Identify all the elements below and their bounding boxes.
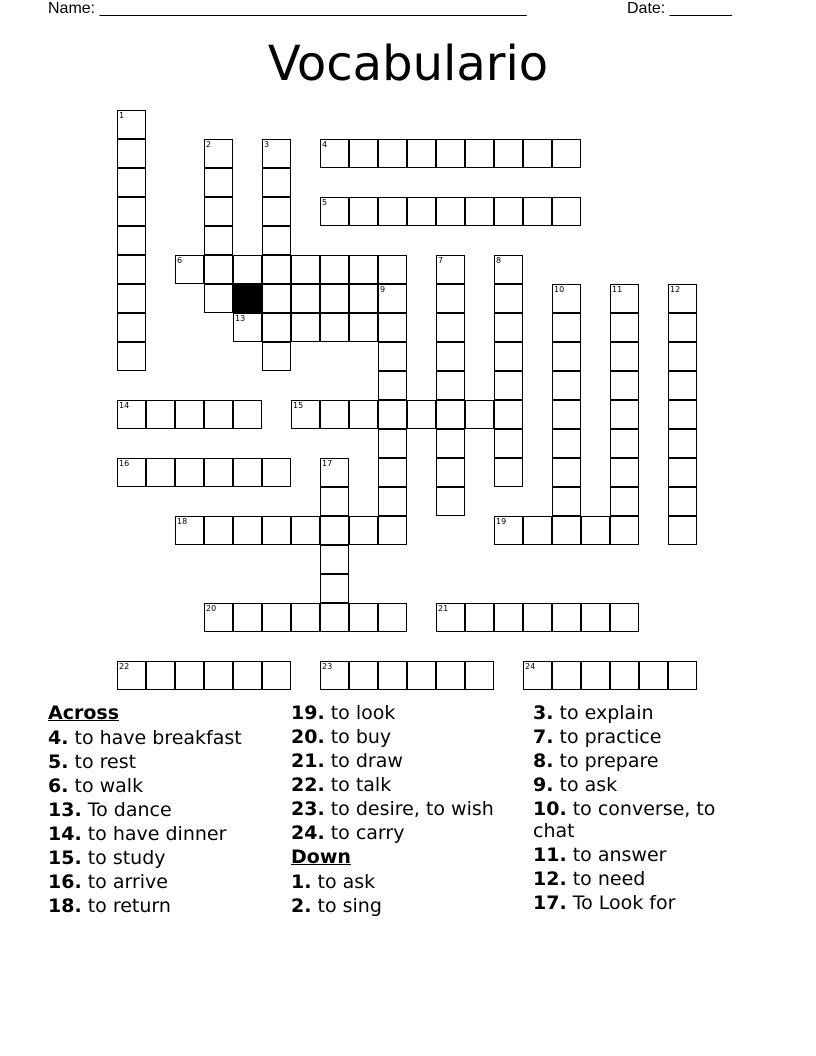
crossword-cell[interactable] [117, 400, 146, 429]
crossword-cell[interactable] [378, 139, 407, 168]
crossword-cell[interactable] [436, 284, 465, 313]
crossword-cell[interactable] [233, 516, 262, 545]
crossword-cell[interactable] [320, 574, 349, 603]
crossword-cell[interactable] [610, 661, 639, 690]
clue-number: 12. [533, 868, 567, 890]
clue-column-3 [533, 702, 763, 916]
clue-text: to practice [559, 726, 662, 748]
clue-number: 15. [48, 847, 82, 869]
clue-number: 24. [291, 822, 325, 844]
across-clue [48, 751, 278, 773]
crossword-cell[interactable] [523, 139, 552, 168]
crossword-cell[interactable] [378, 516, 407, 545]
crossword-cell[interactable] [494, 400, 523, 429]
crossword-cell[interactable] [436, 458, 465, 487]
down-clue [291, 871, 521, 893]
crossword-cell[interactable] [552, 313, 581, 342]
crossword-cell[interactable] [320, 458, 349, 487]
crossword-cell[interactable] [146, 458, 175, 487]
crossword-cell[interactable] [465, 661, 494, 690]
crossword-cell[interactable] [204, 197, 233, 226]
crossword-cell[interactable] [610, 371, 639, 400]
across-clue [291, 726, 521, 748]
across-clue [48, 775, 278, 797]
cell-number: 8 [496, 256, 502, 265]
crossword-cell[interactable] [291, 284, 320, 313]
crossword-cell[interactable] [117, 168, 146, 197]
crossword-cell[interactable] [552, 429, 581, 458]
crossword-cell[interactable] [233, 458, 262, 487]
clue-number: 11. [533, 844, 567, 866]
page-title: Vocabulario [267, 36, 549, 92]
clue-text: to ask [317, 871, 376, 893]
crossword-cell[interactable] [262, 255, 291, 284]
crossword-cell[interactable] [610, 284, 639, 313]
crossword-cell[interactable] [349, 603, 378, 632]
cell-number: 22 [119, 662, 130, 671]
cell-number: 16 [119, 459, 130, 468]
crossword-cell[interactable] [610, 313, 639, 342]
crossword-cell[interactable] [494, 284, 523, 313]
crossword-cell[interactable] [668, 661, 697, 690]
down-clue [533, 868, 763, 890]
down-clue [533, 798, 763, 842]
crossword-cell[interactable] [262, 516, 291, 545]
crossword-cell[interactable] [668, 516, 697, 545]
crossword-cell[interactable] [233, 313, 262, 342]
crossword-cell[interactable] [349, 661, 378, 690]
clue-column-1 [48, 702, 278, 919]
clue-text: To Look for [572, 892, 676, 914]
across-clue [48, 727, 278, 749]
crossword-cell[interactable] [465, 197, 494, 226]
crossword-cell[interactable] [204, 661, 233, 690]
crossword-cell[interactable] [552, 197, 581, 226]
clue-number: 6. [48, 775, 69, 797]
cell-number: 11 [612, 285, 623, 294]
crossword-cell[interactable] [552, 516, 581, 545]
crossword-cell[interactable] [204, 226, 233, 255]
cell-number: 17 [322, 459, 333, 468]
crossword-cell[interactable] [349, 516, 378, 545]
crossword-cell[interactable] [262, 603, 291, 632]
down-clue [533, 750, 763, 772]
crossword-cell[interactable] [320, 139, 349, 168]
clue-number: 9. [533, 774, 554, 796]
clue-text: to explain [559, 702, 654, 724]
crossword-cell[interactable] [175, 400, 204, 429]
crossword-cell[interactable] [494, 516, 523, 545]
crossword-cell[interactable] [262, 313, 291, 342]
crossword-cell[interactable] [436, 197, 465, 226]
cell-number: 5 [322, 198, 328, 207]
crossword-cell[interactable] [552, 139, 581, 168]
crossword-cell[interactable] [291, 313, 320, 342]
crossword-cell[interactable] [552, 661, 581, 690]
crossword-cell[interactable] [378, 342, 407, 371]
crossword-cell[interactable] [436, 487, 465, 516]
cell-number: 15 [293, 401, 304, 410]
crossword-cell[interactable] [378, 371, 407, 400]
cell-number: 6 [177, 256, 183, 265]
crossword-cell[interactable] [204, 603, 233, 632]
clue-number: 21. [291, 750, 325, 772]
clue-text: to sing [317, 895, 382, 917]
crossword-cell[interactable] [117, 226, 146, 255]
cell-number: 20 [206, 604, 217, 613]
cell-number: 21 [438, 604, 449, 613]
crossword-cell[interactable] [436, 139, 465, 168]
crossword-black-cell [233, 284, 262, 313]
crossword-cell[interactable] [552, 487, 581, 516]
crossword-cell[interactable] [494, 371, 523, 400]
crossword-cell[interactable] [204, 139, 233, 168]
crossword-cell[interactable] [320, 255, 349, 284]
clue-text: to have dinner [87, 823, 227, 845]
crossword-cell[interactable] [378, 255, 407, 284]
cell-number: 3 [264, 140, 270, 149]
crossword-cell[interactable] [117, 197, 146, 226]
down-heading: Down [291, 846, 351, 868]
crossword-cell[interactable] [436, 313, 465, 342]
crossword-cell[interactable] [610, 342, 639, 371]
crossword-cell[interactable] [494, 603, 523, 632]
clue-column-2 [291, 702, 521, 919]
across-clue [48, 823, 278, 845]
crossword-cell[interactable] [233, 661, 262, 690]
cell-number: 14 [119, 401, 130, 410]
crossword-cell[interactable] [407, 661, 436, 690]
crossword-cell[interactable] [378, 400, 407, 429]
crossword-cell[interactable] [262, 168, 291, 197]
crossword-cell[interactable] [523, 661, 552, 690]
crossword-cell[interactable] [494, 255, 523, 284]
crossword-cell[interactable] [610, 516, 639, 545]
down-clue [533, 774, 763, 796]
clue-text: to have breakfast [74, 727, 242, 749]
crossword-cell[interactable] [465, 603, 494, 632]
down-clue [533, 702, 763, 724]
across-clue [291, 822, 521, 844]
clue-number: 10. [533, 798, 567, 820]
crossword-cell[interactable] [552, 458, 581, 487]
name-field-label: Name: ________________________________________________ [48, 0, 527, 17]
crossword-cell[interactable] [233, 603, 262, 632]
cell-number: 13 [235, 314, 246, 323]
crossword-cell[interactable] [407, 197, 436, 226]
crossword-cell[interactable] [668, 342, 697, 371]
crossword-cell[interactable] [204, 400, 233, 429]
down-clue [291, 895, 521, 917]
crossword-cell[interactable] [117, 661, 146, 690]
crossword-cell[interactable] [378, 661, 407, 690]
across-clue [48, 847, 278, 869]
crossword-cell[interactable] [523, 197, 552, 226]
crossword-cell[interactable] [610, 487, 639, 516]
crossword-cell[interactable] [349, 313, 378, 342]
crossword-cell[interactable] [204, 284, 233, 313]
crossword-cell[interactable] [668, 284, 697, 313]
crossword-cell[interactable] [320, 400, 349, 429]
crossword-cell[interactable] [552, 342, 581, 371]
clue-number: 14. [48, 823, 82, 845]
cell-number: 19 [496, 517, 507, 526]
crossword-cell[interactable] [378, 429, 407, 458]
clue-number: 4. [48, 727, 69, 749]
crossword-cell[interactable] [320, 545, 349, 574]
crossword-cell[interactable] [378, 284, 407, 313]
crossword-cell[interactable] [204, 168, 233, 197]
crossword-cell[interactable] [320, 516, 349, 545]
crossword-cell[interactable] [494, 197, 523, 226]
crossword-cell[interactable] [552, 284, 581, 313]
down-clue [533, 844, 763, 866]
clue-text: to converse, to chat [533, 798, 716, 842]
crossword-cell[interactable] [378, 487, 407, 516]
crossword-cell[interactable] [146, 400, 175, 429]
crossword-cell[interactable] [436, 400, 465, 429]
crossword-cell[interactable] [349, 400, 378, 429]
across-clue [291, 798, 521, 820]
clue-text: to carry [330, 822, 405, 844]
crossword-cell[interactable] [668, 313, 697, 342]
clue-text: to desire, to wish [330, 798, 494, 820]
crossword-cell[interactable] [262, 284, 291, 313]
crossword-cell[interactable] [291, 400, 320, 429]
cell-number: 24 [525, 662, 536, 671]
clue-text: to arrive [87, 871, 168, 893]
across-clue [291, 774, 521, 796]
crossword-cell[interactable] [668, 487, 697, 516]
clue-number: 17. [533, 892, 567, 914]
clue-number: 13. [48, 799, 82, 821]
clue-number: 2. [291, 895, 312, 917]
crossword-cell[interactable] [262, 226, 291, 255]
crossword-cell[interactable] [552, 603, 581, 632]
crossword-cell[interactable] [175, 661, 204, 690]
clue-number: 20. [291, 726, 325, 748]
crossword-cell[interactable] [581, 661, 610, 690]
down-clue [533, 892, 763, 914]
clue-text: to prepare [559, 750, 659, 772]
clue-number: 19. [291, 702, 325, 724]
crossword-cell[interactable] [378, 458, 407, 487]
crossword-cell[interactable] [233, 400, 262, 429]
clue-text: to return [87, 895, 171, 917]
crossword-cell[interactable] [349, 255, 378, 284]
crossword-cell[interactable] [175, 458, 204, 487]
cell-number: 2 [206, 140, 212, 149]
cell-number: 23 [322, 662, 333, 671]
clue-text: to answer [572, 844, 667, 866]
crossword-cell[interactable] [117, 458, 146, 487]
crossword-cell[interactable] [320, 661, 349, 690]
clue-text: to ask [559, 774, 618, 796]
crossword-cell[interactable] [349, 139, 378, 168]
crossword-cell[interactable] [117, 284, 146, 313]
crossword-cell[interactable] [668, 371, 697, 400]
crossword-cell[interactable] [204, 458, 233, 487]
clue-number: 16. [48, 871, 82, 893]
crossword-cell[interactable] [146, 661, 175, 690]
crossword-cell[interactable] [320, 487, 349, 516]
across-clue [48, 799, 278, 821]
crossword-cell[interactable] [378, 197, 407, 226]
clue-text: to need [572, 868, 646, 890]
across-clue [291, 750, 521, 772]
crossword-cell[interactable] [233, 255, 262, 284]
clue-text: to look [330, 702, 396, 724]
cell-number: 10 [554, 285, 565, 294]
crossword-cell[interactable] [320, 603, 349, 632]
crossword-cell[interactable] [494, 342, 523, 371]
crossword-cell[interactable] [262, 342, 291, 371]
across-clue [48, 895, 278, 917]
crossword-cell[interactable] [378, 603, 407, 632]
crossword-cell[interactable] [436, 429, 465, 458]
crossword-cell[interactable] [262, 197, 291, 226]
crossword-cell[interactable] [378, 313, 407, 342]
crossword-cell[interactable] [668, 400, 697, 429]
crossword-cell[interactable] [407, 400, 436, 429]
crossword-cell[interactable] [117, 342, 146, 371]
clue-text: to talk [330, 774, 392, 796]
cell-number: 7 [438, 256, 444, 265]
crossword-cell[interactable] [320, 197, 349, 226]
crossword-cell[interactable] [668, 458, 697, 487]
crossword-cell[interactable] [320, 284, 349, 313]
crossword-cell[interactable] [204, 255, 233, 284]
crossword-cell[interactable] [262, 139, 291, 168]
crossword-cell[interactable] [117, 139, 146, 168]
crossword-cell[interactable] [436, 603, 465, 632]
crossword-cell[interactable] [436, 342, 465, 371]
crossword-cell[interactable] [407, 139, 436, 168]
clue-number: 22. [291, 774, 325, 796]
crossword-cell[interactable] [610, 458, 639, 487]
crossword-cell[interactable] [436, 661, 465, 690]
clue-number: 18. [48, 895, 82, 917]
crossword-cell[interactable] [117, 110, 146, 139]
crossword-cell[interactable] [668, 429, 697, 458]
crossword-cell[interactable] [552, 371, 581, 400]
crossword-cell[interactable] [262, 661, 291, 690]
clue-number: 7. [533, 726, 554, 748]
crossword-cell[interactable] [349, 197, 378, 226]
crossword-cell[interactable] [494, 139, 523, 168]
cell-number: 4 [322, 140, 328, 149]
down-clue [533, 726, 763, 748]
clue-text: to buy [330, 726, 392, 748]
crossword-cell[interactable] [349, 284, 378, 313]
clue-text: To dance [87, 799, 172, 821]
crossword-cell[interactable] [436, 371, 465, 400]
crossword-cell[interactable] [494, 429, 523, 458]
crossword-cell[interactable] [117, 255, 146, 284]
cell-number: 1 [119, 111, 125, 120]
cell-number: 18 [177, 517, 188, 526]
crossword-cell[interactable] [291, 516, 320, 545]
across-clue [291, 702, 521, 724]
clue-number: 23. [291, 798, 325, 820]
clue-text: to draw [330, 750, 403, 772]
clue-text: to study [87, 847, 166, 869]
crossword-cell[interactable] [204, 516, 233, 545]
crossword-cell[interactable] [581, 603, 610, 632]
crossword-cell[interactable] [175, 255, 204, 284]
crossword-cell[interactable] [175, 516, 204, 545]
crossword-cell[interactable] [610, 429, 639, 458]
crossword-cell[interactable] [465, 400, 494, 429]
cell-number: 9 [380, 285, 386, 294]
crossword-cell[interactable] [494, 458, 523, 487]
crossword-cell[interactable] [610, 603, 639, 632]
crossword-cell[interactable] [262, 458, 291, 487]
date-field-label: Date: _______ [627, 0, 732, 17]
crossword-cell[interactable] [291, 255, 320, 284]
clue-number: 5. [48, 751, 69, 773]
crossword-cell[interactable] [639, 661, 668, 690]
cell-number: 12 [670, 285, 681, 294]
crossword-cell[interactable] [494, 313, 523, 342]
crossword-cell[interactable] [552, 400, 581, 429]
crossword-cell[interactable] [523, 603, 552, 632]
crossword-cell[interactable] [320, 313, 349, 342]
clue-number: 1. [291, 871, 312, 893]
across-heading: Across [48, 702, 120, 724]
crossword-cell[interactable] [117, 313, 146, 342]
across-clue [48, 871, 278, 893]
clue-text: to rest [74, 751, 137, 773]
clue-text: to walk [74, 775, 144, 797]
crossword-cell[interactable] [465, 139, 494, 168]
crossword-cell[interactable] [523, 516, 552, 545]
crossword-cell[interactable] [291, 603, 320, 632]
crossword-cell[interactable] [436, 255, 465, 284]
crossword-cell[interactable] [610, 400, 639, 429]
crossword-cell[interactable] [581, 516, 610, 545]
clue-number: 8. [533, 750, 554, 772]
clue-number: 3. [533, 702, 554, 724]
